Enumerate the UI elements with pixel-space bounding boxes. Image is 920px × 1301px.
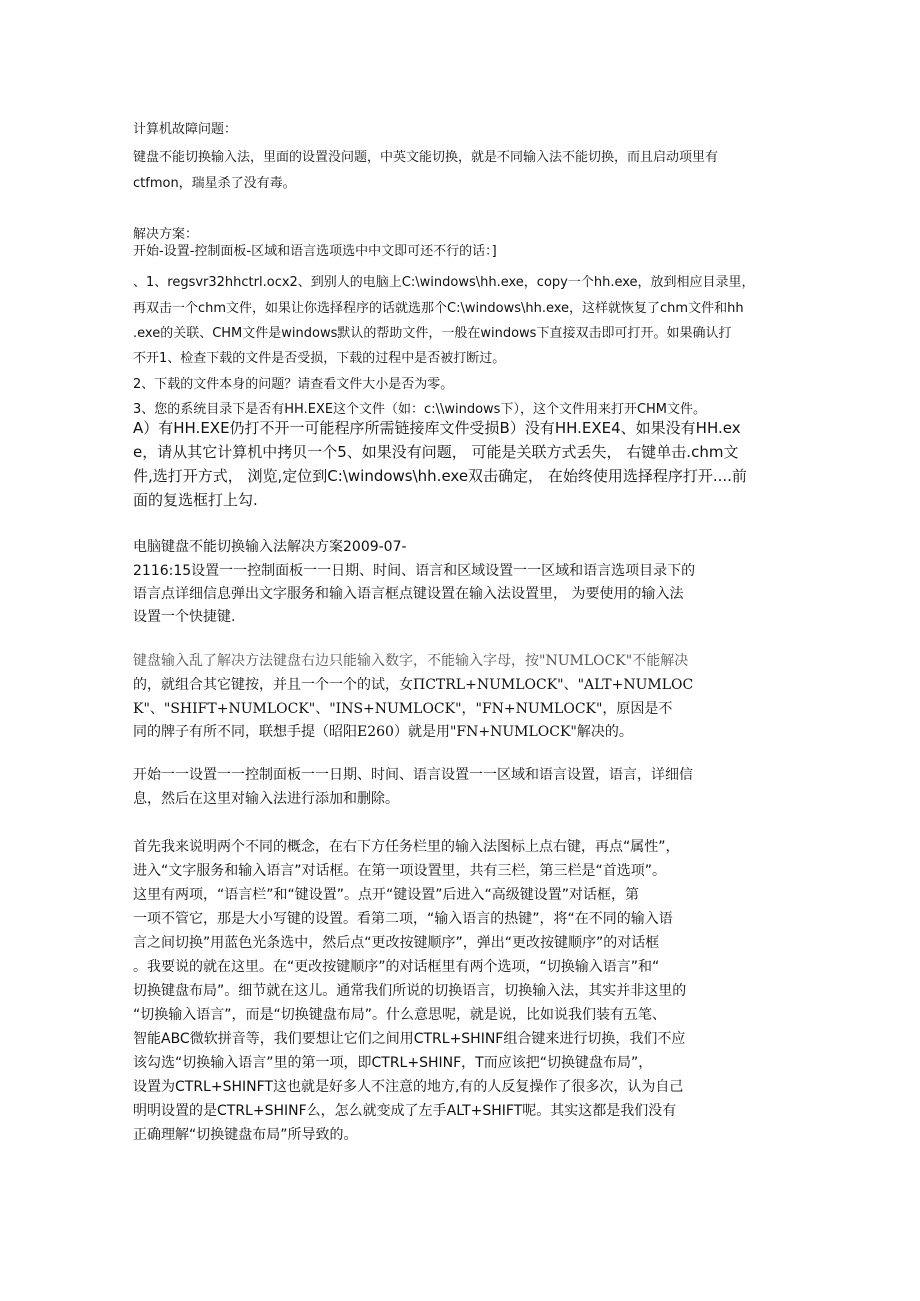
- explanation-text-line: 言之间切换”用蓝色光条选中，然后点“更改按键顺序”，弹出“更改按键顺序”的对话框: [133, 935, 660, 951]
- solution-continuation-line: A）有HH.EXE仍打不开一可能程序所需链接库文件受损B）没有HH.EXE4、如果没有HH.ex: [133, 419, 741, 437]
- explanation-text-line: 明明设置的是CTRL+SHINF么，怎么就变成了左手ALT+SHIFT呢。其实这都是我们没有: [133, 1103, 677, 1119]
- numlock-text-line: 的，就组合其它键按，并且一个一个的试，女ΠCTRL+NUMLOCK"、"ALT+NUMLOC: [133, 677, 694, 693]
- article-heading: 电脑键盘不能切换输入法解决方案2009-07-: [133, 539, 407, 555]
- numlock-text-line: K"、"SHIFT+NUMLOCK"、"INS+NUMLOCK"，"FN+NUMLOCK"，原因是不: [133, 701, 673, 717]
- article-text-line: 设置一个快捷键.: [133, 609, 236, 625]
- explanation-text-line: 智能ABC微软拼音等，我们要想让它们之间用CTRL+SHINF组合键来进行切换，我们不应: [133, 1031, 686, 1047]
- explanation-text-line: 进入“文字服务和输入语言”对话框。在第一项设置里，共有三栏，第三栏是“首选项”。: [133, 863, 667, 879]
- solution-step-line: 2、下载的文件本身的问题？请查看文件大小是否为零。: [133, 377, 454, 392]
- explanation-text-line: 切换键盘布局”。细节就在这儿。通常我们所说的切换语言，切换输入法，其实并非这里的: [133, 983, 687, 999]
- explanation-text-line: “切换输入语言”，而是“切换键盘布局”。什么意思呢，就是说，比如说我们装有五笔、: [133, 1007, 667, 1023]
- explanation-text-line: 该勾选“切换输入语言”里的第一项，即CTRL+SHINF，T而应该把“切换键盘布局”，: [133, 1055, 653, 1071]
- solution-step-line: 3、您的系统目录下是否有HH.EXE这个文件（如：c:\\windows下），这个文件用来打开CHM文件。: [133, 402, 707, 417]
- numlock-text-line: 键盘输入乱了解决方法键盘右边只能输入数字，不能输入字母，按"NUMLOCK"不能解决: [133, 653, 689, 669]
- problem-title: 计算机故障问题：: [133, 122, 238, 137]
- solution-step-line: 不开1、检查下载的文件是否受损，下载的过程中是否被打断过。: [133, 351, 506, 366]
- explanation-text-line: 正确理解“切换键盘布局”所导致的。: [133, 1127, 358, 1143]
- settings-text-line: 息，然后在这里对输入法进行添加和删除。: [133, 791, 399, 807]
- problem-text-line: ctfmon，瑞星杀了没有毒。: [133, 176, 296, 191]
- explanation-text-line: 这里有两项，“语言栏”和“键设置”。点开“键设置”后进入“高级键设置”对话框，第: [133, 887, 640, 903]
- explanation-text-line: 首先我来说明两个不同的概念，在右下方任务栏里的输入法图标上点右键，再点“属性”，: [133, 839, 680, 855]
- solution-step-line: 、1、regsvr32hhctrl.ocx2、到别人的电脑上C:\windows\hh.exe，copy一个hh.exe，放到相应目录里，: [133, 275, 755, 290]
- solution-continuation-line: e，请从其它计算机中拷贝一个5、如果没有问题， 可能是关联方式丢失， 右键单击.chm文: [133, 443, 739, 461]
- numlock-text-line: 同的牌子有所不同，联想手提（昭阳E260）就是用"FN+NUMLOCK"解决的。: [133, 724, 633, 740]
- settings-text-line: 开始一一设置一一控制面板一一日期、时间、语言设置一一区域和语言设置，语言，详细信: [133, 767, 693, 783]
- explanation-text-line: 。我要说的就在这里。在“更改按键顺序”的对话框里有两个选项，“切换输入语言”和“: [133, 959, 660, 975]
- solution-continuation-line: 面的复选框打上勾.: [133, 491, 258, 509]
- explanation-text-line: 设置为CTRL+SHINFT这也就是好多人不注意的地方,有的人反复操作了很多次，认为自己: [133, 1079, 684, 1095]
- solution-step-line: 再双击一个chm文件，如果让你选择程序的话就选那个C:\windows\hh.exe，这样就恢复了chm文件和hh: [133, 301, 744, 316]
- solution-heading: 解决方案：: [133, 227, 199, 242]
- problem-text-line: 键盘不能切换输入法，里面的设置没问题，中英文能切换，就是不同输入法不能切换，而且启动项里有: [133, 150, 719, 165]
- solution-path: 开始-设置-控制面板-区域和语言选项选中中文即可还不行的话：]: [133, 244, 497, 259]
- solution-continuation-line: 件,选打开方式， 浏览,定位到C:\windows\hh.exe双击确定， 在始终使用选择程序打开....前: [133, 467, 747, 485]
- article-text-line: 2116:15设置一一控制面板一一日期、时间、语言和区域设置一一区域和语言选项目录下的: [133, 563, 696, 579]
- article-text-line: 语言点详细信息弹出文字服务和输入语言框点键设置在输入法设置里， 为要使用的输入法: [133, 586, 684, 602]
- explanation-text-line: 一项不管它，那是大小写键的设置。看第二项，“输入语言的热键”，将“在不同的输入语: [133, 911, 673, 927]
- solution-step-line: .exe的关联、CHM文件是windows默认的帮助文件，一般在windows下直接双击即可打开。如果确认打: [133, 326, 732, 341]
